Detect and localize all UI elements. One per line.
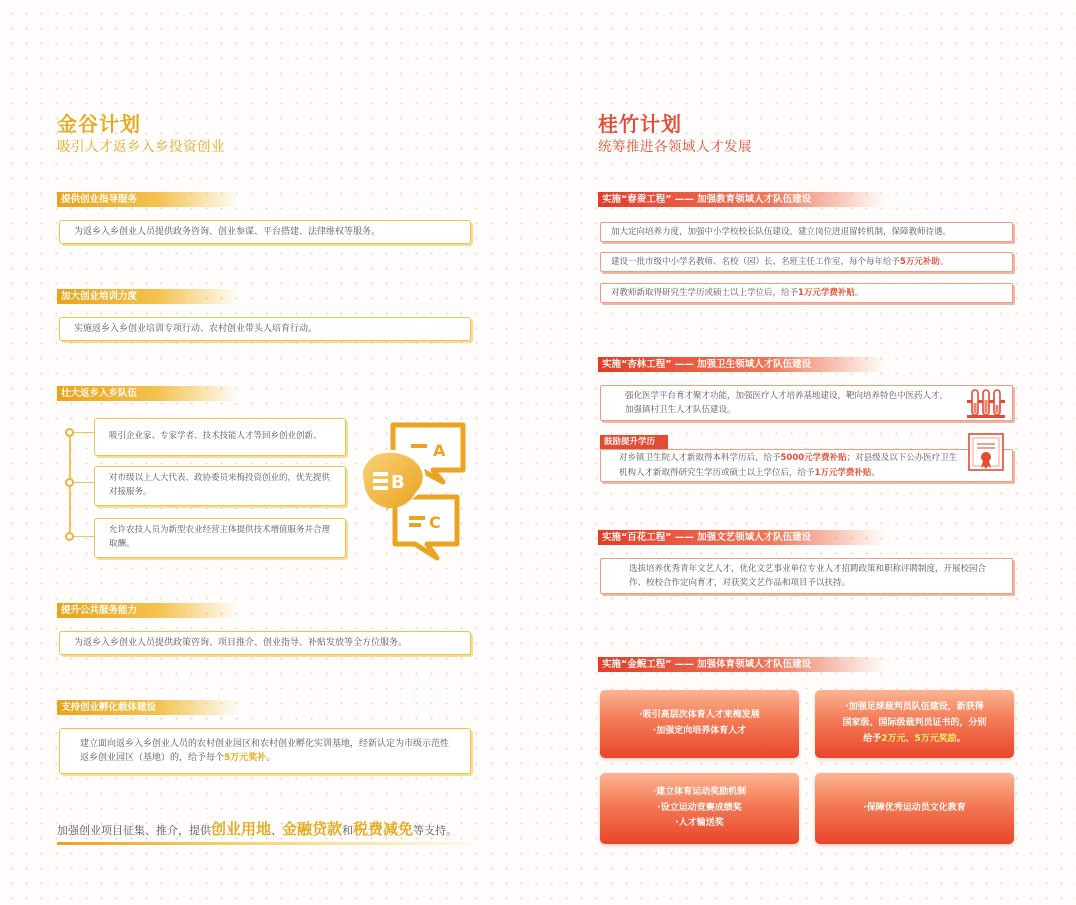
tag-jinni: 实施“金鲵工程” —— 加强体育领域人才队伍建设 [598, 657, 885, 672]
tag-incubation: 支持创业孵化载体建设 [57, 700, 239, 715]
xinglin-subtag: 鼓励提升学历 [600, 435, 668, 449]
tag-baihua: 实施“百花工程” —— 加强文艺领域人才队伍建设 [598, 530, 885, 545]
bubble-letter-a: A [433, 441, 446, 460]
tag-chuncan: 实施“春蚕工程” —— 加强教育领域人才队伍建设 [598, 192, 885, 207]
tag-xinglin: 实施“杏林工程” —— 加强卫生领域人才队伍建设 [598, 357, 885, 372]
left-subtitle: 吸引人才返乡入乡投资创业 [57, 139, 225, 155]
footer-statement: 加强创业项目征集、推介，提供创业用地、金融贷款和税费减免等支持。 [57, 820, 458, 838]
tag-team: 壮大返乡入乡队伍 [57, 386, 239, 401]
team-item: 吸引企业家、专家学者、技术技能人才等回乡创业创新。 [94, 418, 346, 456]
public-service-text: 为返乡入乡创业人员提供政策咨询、项目推介、创业指导、补贴发放等全方位服务。 [74, 637, 408, 648]
jinni-card-3: ·建立体育运动奖励机制 ·设立运动竞赛成绩奖 ·人才输送奖 [600, 773, 799, 844]
test-tubes-icon [965, 388, 1007, 420]
bubble-letter-b: B [391, 472, 405, 493]
bubble-letter-c: C [429, 513, 441, 532]
tag-public-service: 提升公共服务能力 [57, 603, 239, 618]
certificate-icon [965, 432, 1007, 472]
incubation-text: 建立面向返乡入乡创业人员的农村创业园区和农村创业孵化实训基地，经新认定为市级示范性返乡创业园区（基地）的，给予每个5万元奖补。 [80, 738, 450, 763]
left-title: 金谷计划 [57, 112, 141, 136]
guidance-text: 为返乡入乡创业人员提供政务咨询、创业参谋、平台搭建、法律维权等服务。 [74, 226, 381, 237]
speech-bubbles-icon [355, 422, 470, 562]
training-box [59, 317, 471, 341]
jinni-card-4: ·保障优秀运动员文化教育 [815, 773, 1014, 844]
footer-underline [57, 842, 472, 845]
public-service-box [59, 631, 471, 655]
timeline-dot [65, 478, 74, 487]
chuncan-row: 加大定向培养力度，加强中小学校校长队伍建设，建立岗位进退留转机制，保障教师待遇。 [600, 222, 1013, 242]
timeline-dot [65, 428, 74, 437]
training-text: 实施返乡入乡创业培训专项行动、农村创业带头人培育行动。 [74, 323, 318, 334]
right-title: 桂竹计划 [598, 112, 682, 136]
guidance-box [59, 220, 471, 244]
chuncan-row: 建设一批市级中小学名教师、名校（园）长、名班主任工作室，每个每年给予5万元补助。 [600, 252, 1013, 272]
tag-guidance: 提供创业指导服务 [57, 192, 239, 207]
right-subtitle: 统筹推进各领域人才发展 [598, 139, 752, 155]
bubble-c [395, 497, 457, 558]
xinglin-degree-row: 对乡镇卫生院人才新取得本科学历后，给予5000元学费补贴；对县级及以下公办医疗卫生机构人才新取得研究生学历或硕士以上学位后，给予1万元学费补贴。 [600, 449, 1013, 482]
tag-training: 加大创业培训力度 [57, 289, 239, 304]
xinglin-row: 强化医学平台育才聚才功能，加强医疗人才培养基地建设，靶向培养特色中医药人才，加强镇村卫生人才队伍建设。 [600, 385, 1013, 421]
incubation-box [59, 728, 471, 774]
baihua-box: 选拔培养优秀青年文艺人才，优化文艺事业单位专业人才招聘政策和职称评聘制度，开展校园合作、校校合作定向育才，对获奖文艺作品和项目予以扶持。 [600, 558, 1013, 594]
jinni-card-2: ·加强足球裁判员队伍建设，新获得 国家级、国际级裁判员证书的，分别 给予2万元、5万元奖励。 [815, 690, 1014, 758]
jinni-card-1: ·吸引高层次体育人才来梅发展 ·加强定向培养体育人才 [600, 690, 799, 758]
team-item: 允许农技人员为新型农业经营主体提供技术增值服务并合理取酬。 [94, 518, 346, 558]
team-item: 对市级以上人大代表、政协委员来梅投资创业的，优先提供对接服务。 [94, 466, 346, 506]
chuncan-row: 对教师新取得研究生学历或硕士以上学位后，给予1万元学费补贴。 [600, 283, 1013, 303]
timeline-dot [65, 532, 74, 541]
